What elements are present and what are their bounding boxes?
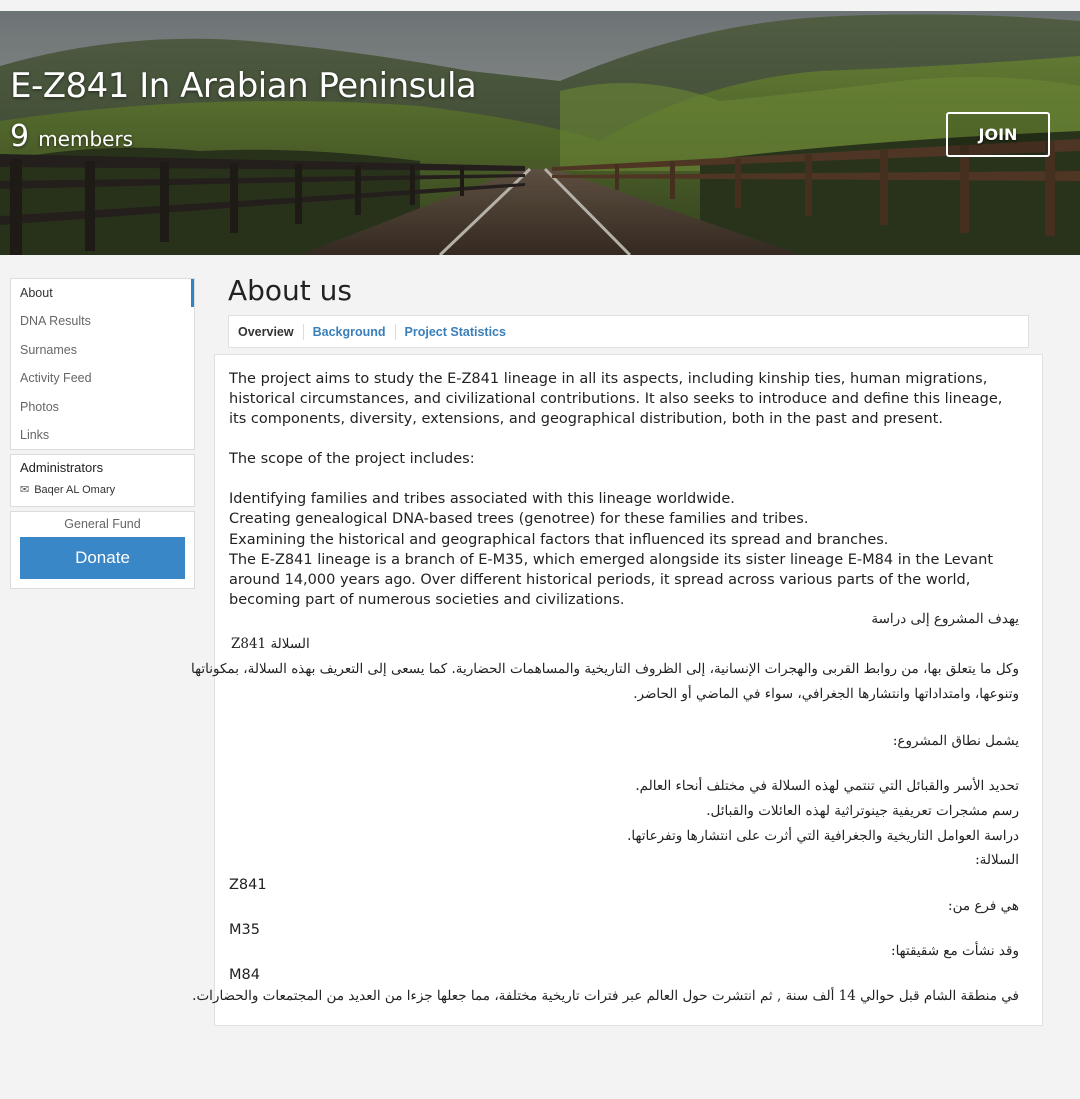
tab-overview[interactable]: Overview (238, 324, 294, 339)
sidebar-item-activity-feed[interactable]: Activity Feed (20, 371, 92, 386)
arabic-line: وتنوعها، وامتداداتها وانتشارها الجغرافي، سواء في الماضي أو الحاضر. (633, 686, 1019, 702)
sidebar-nav (10, 278, 195, 450)
overview-content (191, 354, 1043, 1026)
member-count-number: 9 (10, 119, 30, 154)
fund-panel (10, 511, 195, 589)
arabic-line: يهدف المشروع إلى دراسة (871, 611, 1019, 627)
scope-item: Creating genealogical DNA-based trees (genotree) for these families and tribes. (229, 511, 809, 528)
sidebar-item-about[interactable]: About (11, 279, 194, 307)
intro-paragraph: The project aims to study the E-Z841 lineage in all its aspects, including kinship ties, human migrations, historical circumstances, and civilizational contributions. It also seeks to introduce and define this lineage, its components, diversity, extensions, and geographical distribution, both in the past and present. (229, 371, 1003, 428)
fund-label: General Fund (64, 517, 141, 531)
page-title: About us (228, 274, 353, 307)
member-count-label: members (38, 127, 134, 151)
top-strip (0, 0, 1080, 11)
group-banner (0, 11, 1080, 255)
sidebar-item-photos[interactable]: Photos (20, 399, 59, 414)
arabic-line: وقد نشأت مع شقيقتها: (891, 943, 1019, 959)
member-count (10, 119, 133, 154)
arabic-line: يشمل نطاق المشروع: (892, 733, 1019, 749)
group-title: E-Z841 In Arabian Peninsula (10, 66, 477, 106)
arabic-line: تحديد الأسر والقبائل التي تنتمي لهذه السلالة في مختلف أنحاء العالم. (635, 778, 1019, 794)
english-description (229, 369, 1019, 610)
admin-entry[interactable] (20, 483, 115, 496)
arabic-line: هي فرع من: (948, 898, 1019, 914)
tab-project-statistics[interactable]: Project Statistics (404, 324, 506, 339)
arabic-line: دراسة العوامل التاريخية والجغرافية التي أثرت على انتشارها وتفرعاتها. (627, 828, 1019, 844)
lineage-code: M35 (229, 922, 260, 938)
about-tabs (228, 315, 1029, 348)
join-button[interactable]: JOIN (946, 112, 1050, 157)
lineage-paragraph: The E-Z841 lineage is a branch of E-M35, which emerged alongside its sister lineage E-M84 in the Levant around 14,000 years ago. Over different historical periods, it spread across various parts of the world, becoming part of numerous societies and civilizations. (229, 551, 994, 608)
scope-item: Examining the historical and geographical factors that influenced its spread and branches. (229, 531, 889, 548)
donate-button[interactable]: Donate (20, 537, 185, 579)
administrators-heading: Administrators (20, 460, 104, 475)
admin-name[interactable]: Baqer AL Omary (34, 483, 116, 496)
mail-icon[interactable]: ✉ (20, 484, 30, 496)
banner-image (0, 11, 1080, 255)
arabic-line: وكل ما يتعلق بها، من روابط القربى والهجرات الإنسانية، إلى الظروف التاريخية والمساهمات الحضارية. كما يسعى إلى التعريف بهذه السلالة، بمكوناتها (191, 661, 1019, 677)
arabic-line: رسم مشجرات تعريفية جينوتراثية لهذه العائلات والقبائل. (706, 803, 1019, 819)
arabic-line: السلالة: (975, 852, 1019, 868)
arabic-line: في منطقة الشام قبل حوالي 14 ألف سنة , ثم انتشرت حول العالم عبر فترات تاريخية مختلفة، مما جعلها جزءا من العديد من المجتمعات والحضارات. (192, 988, 1019, 1004)
arabic-line: السلالة Z841 (231, 636, 310, 652)
scope-item: Identifying families and tribes associated with this lineage worldwide. (229, 491, 735, 508)
administrators-panel (10, 454, 195, 507)
scope-heading: The scope of the project includes: (229, 451, 475, 468)
sidebar-item-dna-results[interactable]: DNA Results (20, 314, 91, 329)
sidebar-item-surnames[interactable]: Surnames (20, 342, 77, 357)
sidebar-item-links[interactable]: Links (20, 427, 50, 442)
lineage-code: Z841 (229, 877, 267, 893)
lineage-code: M84 (229, 967, 260, 983)
tab-background[interactable]: Background (312, 324, 386, 339)
